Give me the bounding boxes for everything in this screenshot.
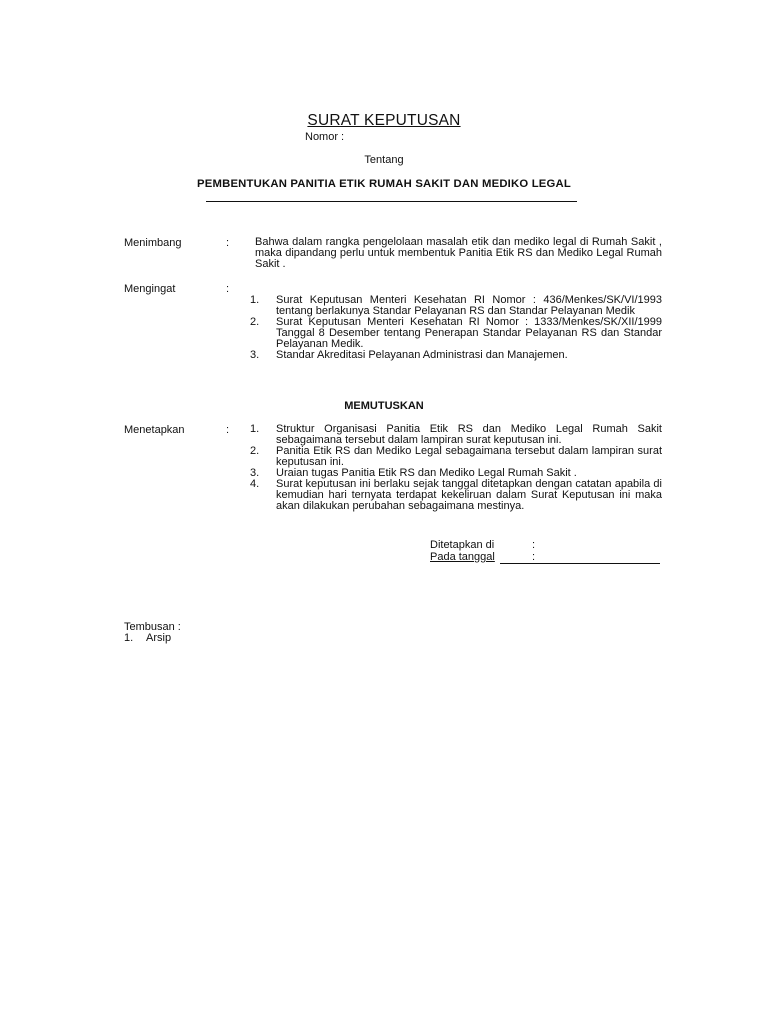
mengingat-label: Mengingat bbox=[124, 283, 176, 295]
document-title: SURAT KEPUTUSAN bbox=[307, 112, 461, 129]
mengingat-colon: : bbox=[226, 283, 230, 295]
menetapkan-list bbox=[250, 424, 662, 512]
list-item-text: Surat keputusan ini berlaku sejak tanggal ditetapkan dengan catatan apabila di kemudian hari ternyata terdapat kekeliruan dalam Surat Keputusan ini maka akan dilakukan perubahan sebagaimana mestinya. bbox=[276, 478, 662, 512]
tembusan-label: Tembusan : bbox=[124, 621, 181, 633]
menetapkan-colon: : bbox=[226, 424, 230, 436]
tembusan-section bbox=[124, 622, 181, 644]
list-item bbox=[250, 317, 662, 350]
list-item-text: Struktur Organisasi Panitia Etik RS dan Mediko Legal Rumah Sakit sebagaimana tersebut dalam lampiran surat keputusan ini. bbox=[276, 423, 662, 446]
list-item-number: 3. bbox=[250, 349, 260, 361]
subject-underline bbox=[206, 201, 577, 202]
list-item bbox=[250, 446, 662, 468]
tanggal-label: Pada tanggal bbox=[430, 551, 495, 563]
tanggal-colon: : bbox=[532, 551, 536, 563]
list-item bbox=[250, 479, 662, 512]
subject-heading: PEMBENTUKAN PANITIA ETIK RUMAH SAKIT DAN MEDIKO LEGAL bbox=[197, 178, 571, 190]
list-item-text: Surat Keputusan Menteri Kesehatan RI Nomor : 1333/Menkes/SK/XII/1999 Tanggal 8 Desember tentang Penerapan Standar Pelayanan RS dan Standar Pelayanan Medik. bbox=[276, 316, 662, 350]
mengingat-list bbox=[250, 295, 662, 361]
list-item bbox=[250, 295, 662, 317]
list-item-text: Panitia Etik RS dan Mediko Legal sebagaimana tersebut dalam lampiran surat keputusan ini. bbox=[276, 445, 662, 468]
list-item-number: 1. bbox=[250, 423, 260, 435]
list-item-text: Arsip bbox=[146, 632, 172, 644]
list-item-number: 1. bbox=[124, 632, 134, 644]
menimbang-label: Menimbang bbox=[124, 237, 182, 249]
list-item bbox=[250, 424, 662, 446]
tanggal-underline-right bbox=[533, 563, 660, 564]
list-item bbox=[124, 633, 181, 644]
list-item bbox=[250, 350, 662, 361]
ditetapkan-label: Ditetapkan di bbox=[430, 539, 495, 551]
ditetapkan-colon: : bbox=[532, 539, 536, 551]
list-item-text: Standar Akreditasi Pelayanan Administrasi dan Manajemen. bbox=[276, 349, 568, 361]
list-item-text: Surat Keputusan Menteri Kesehatan RI Nomor : 436/Menkes/SK/VI/1993 tentang berlakunya Standar Pelayanan RS dan Standar Pelayanan Medik bbox=[276, 294, 662, 317]
memutuskan-heading: MEMUTUSKAN bbox=[344, 400, 424, 412]
list-item-text: Uraian tugas Panitia Etik RS dan Mediko Legal Rumah Sakit . bbox=[276, 467, 577, 479]
nomor-field: Nomor : bbox=[305, 131, 345, 143]
list-item-number: 2. bbox=[250, 445, 260, 457]
list-item-number: 3. bbox=[250, 467, 260, 479]
menetapkan-label: Menetapkan bbox=[124, 424, 185, 436]
menimbang-text: Bahwa dalam rangka pengelolaan masalah etik dan mediko legal di Rumah Sakit , maka dipandang perlu untuk membentuk Panitia Etik RS dan Mediko Legal Rumah Sakit . bbox=[255, 236, 662, 270]
list-item-number: 1. bbox=[250, 294, 260, 306]
tentang-label: Tentang bbox=[364, 154, 404, 166]
tanggal-underline-left bbox=[500, 563, 533, 564]
menimbang-colon: : bbox=[226, 237, 230, 249]
list-item-number: 4. bbox=[250, 478, 260, 490]
list-item-number: 2. bbox=[250, 316, 260, 328]
